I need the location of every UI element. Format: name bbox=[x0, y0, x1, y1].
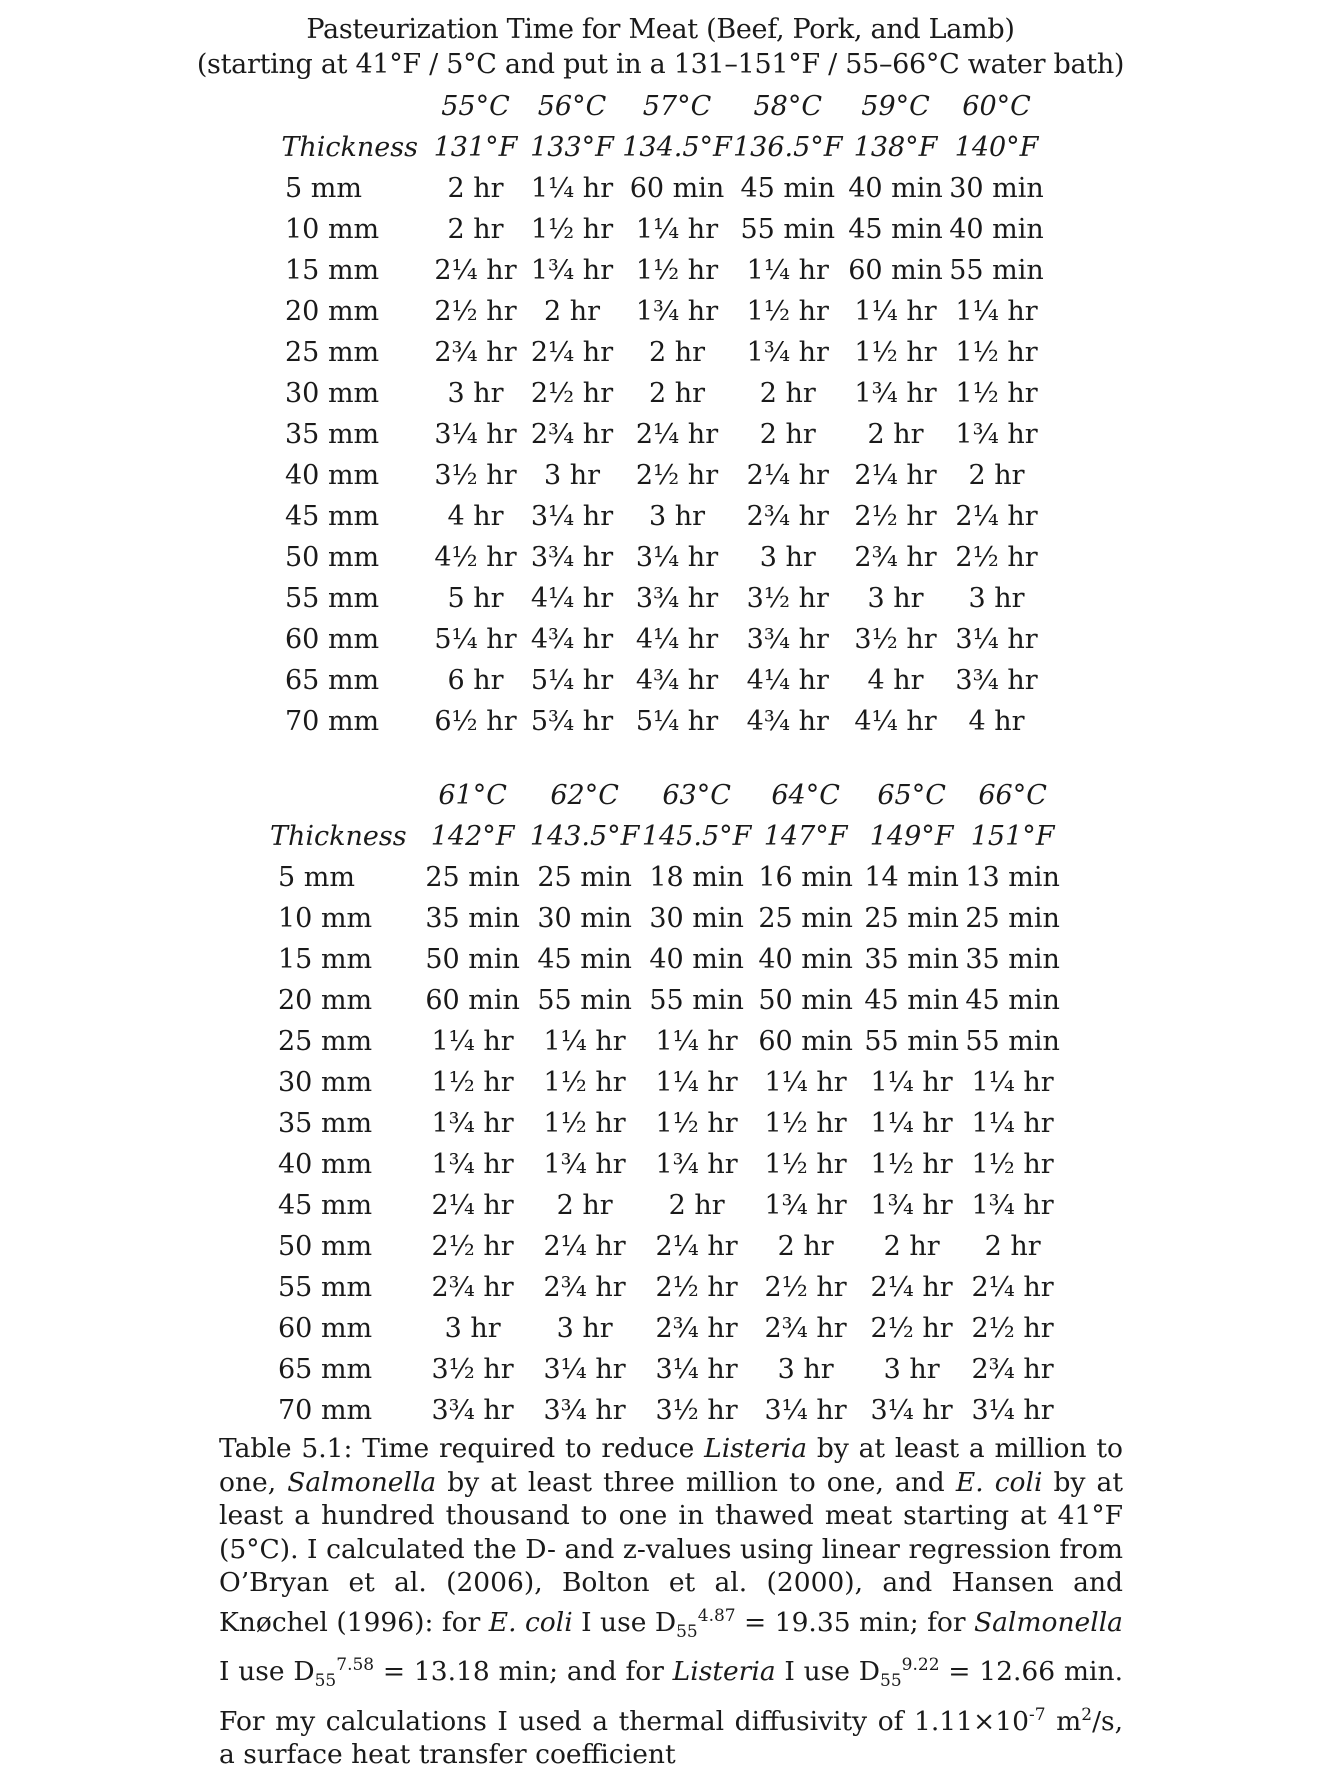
celsius-header: 66°C bbox=[978, 780, 1047, 811]
time-cell: 2¼ hr bbox=[746, 460, 829, 491]
table-row bbox=[277, 209, 1045, 250]
time-cell: 2¾ hr bbox=[764, 1313, 847, 1344]
celsius-header: 65°C bbox=[877, 780, 946, 811]
table-row bbox=[270, 1267, 1061, 1308]
table-row bbox=[270, 980, 1061, 1021]
time-cell: 1½ hr bbox=[530, 214, 614, 245]
table-row bbox=[270, 1349, 1061, 1390]
time-cell: 3 hr bbox=[867, 583, 924, 614]
time-cell: 2¼ hr bbox=[655, 1231, 738, 1262]
time-cell: 6 hr bbox=[447, 665, 504, 696]
header-blank bbox=[270, 775, 417, 816]
time-cell: 2½ hr bbox=[971, 1313, 1054, 1344]
time-cell: 3½ hr bbox=[655, 1395, 738, 1426]
z-value: 4.87 bbox=[697, 1605, 736, 1626]
time-cell: 25 min bbox=[758, 903, 853, 934]
table-row bbox=[270, 1021, 1061, 1062]
table-row bbox=[270, 1144, 1061, 1185]
time-cell: 2½ hr bbox=[434, 296, 517, 327]
thickness-cell: 60 mm bbox=[285, 624, 380, 655]
time-cell: 30 min bbox=[649, 903, 744, 934]
time-cell: 3 hr bbox=[447, 378, 504, 409]
table-row bbox=[277, 496, 1045, 537]
time-cell: 4 hr bbox=[447, 501, 504, 532]
time-cell: 30 min bbox=[537, 903, 632, 934]
time-cell: 5¼ hr bbox=[635, 706, 719, 737]
time-cell: 3¾ hr bbox=[746, 624, 829, 655]
time-cell: 1¼ hr bbox=[746, 255, 829, 286]
time-cell: 1¼ hr bbox=[971, 1108, 1054, 1139]
thickness-cell: 15 mm bbox=[285, 255, 380, 286]
time-cell: 4¾ hr bbox=[746, 706, 829, 737]
celsius-header: 55°C bbox=[441, 91, 510, 122]
time-cell: 1¾ hr bbox=[431, 1149, 514, 1180]
thickness-cell: 50 mm bbox=[285, 542, 380, 573]
thickness-cell: 35 mm bbox=[278, 1108, 373, 1139]
time-cell: 3¼ hr bbox=[764, 1395, 847, 1426]
thickness-cell: 25 mm bbox=[278, 1026, 373, 1057]
d-subscript: 55 bbox=[676, 1621, 698, 1642]
time-cell: 3¼ hr bbox=[655, 1354, 738, 1385]
thickness-cell: 30 mm bbox=[278, 1067, 373, 1098]
table-row bbox=[277, 660, 1045, 701]
page-title bbox=[0, 12, 1321, 82]
table-row bbox=[277, 168, 1045, 209]
caption-text: m bbox=[1045, 1705, 1082, 1737]
time-cell: 1¾ hr bbox=[635, 296, 719, 327]
thickness-cell: 10 mm bbox=[285, 214, 380, 245]
table-row bbox=[277, 578, 1045, 619]
celsius-header: 56°C bbox=[537, 91, 607, 122]
table-row bbox=[277, 537, 1045, 578]
table-row bbox=[277, 619, 1045, 660]
time-cell: 1½ hr bbox=[655, 1108, 738, 1139]
caption-text: = 13.18 min; and for bbox=[374, 1655, 673, 1687]
caption-text: by at least three million to one, and bbox=[436, 1466, 956, 1498]
time-cell: 60 min bbox=[758, 1026, 853, 1057]
time-cell: 4¼ hr bbox=[635, 624, 719, 655]
time-cell: 18 min bbox=[649, 862, 744, 893]
time-cell: 3¼ hr bbox=[635, 542, 719, 573]
table-row bbox=[270, 1226, 1061, 1267]
time-cell: 2 hr bbox=[447, 173, 504, 204]
time-cell: 1¼ hr bbox=[543, 1026, 626, 1057]
thickness-cell: 35 mm bbox=[285, 419, 380, 450]
celsius-header: 64°C bbox=[771, 780, 840, 811]
fahrenheit-header: 147°F bbox=[763, 821, 848, 852]
title-line-1: Pasteurization Time for Meat (Beef, Pork, and Lamb) bbox=[306, 14, 1015, 45]
time-cell: 1½ hr bbox=[746, 296, 829, 327]
thickness-cell: 15 mm bbox=[278, 944, 373, 975]
time-cell: 40 min bbox=[848, 173, 943, 204]
caption-organism: Salmonella bbox=[973, 1606, 1123, 1638]
time-cell: 45 min bbox=[848, 214, 943, 245]
time-cell: 2½ hr bbox=[431, 1231, 514, 1262]
z-value: 9.22 bbox=[901, 1655, 940, 1676]
table-caption bbox=[219, 1432, 1123, 1772]
title-line-2: (starting at 41°F / 5°C and put in a 131–151°F / 55–66°C water bath) bbox=[196, 49, 1125, 80]
time-cell: 3 hr bbox=[968, 583, 1025, 614]
thickness-cell: 40 mm bbox=[285, 460, 380, 491]
celsius-header: 58°C bbox=[753, 91, 823, 122]
time-cell: 14 min bbox=[864, 862, 959, 893]
time-cell: 5 hr bbox=[447, 583, 504, 614]
time-cell: 13 min bbox=[965, 862, 1060, 893]
thickness-cell: 40 mm bbox=[278, 1149, 373, 1180]
time-cell: 1½ hr bbox=[870, 1149, 953, 1180]
time-cell: 35 min bbox=[864, 944, 959, 975]
celsius-header: 59°C bbox=[861, 91, 930, 122]
time-cell: 2¾ hr bbox=[530, 419, 614, 450]
time-cell: 2½ hr bbox=[854, 501, 937, 532]
time-cell: 1¾ hr bbox=[870, 1190, 953, 1221]
time-cell: 60 min bbox=[848, 255, 943, 286]
time-cell: 1¼ hr bbox=[530, 173, 614, 204]
time-cell: 2½ hr bbox=[635, 460, 719, 491]
time-cell: 2¾ hr bbox=[655, 1313, 738, 1344]
time-cell: 1½ hr bbox=[764, 1149, 847, 1180]
thickness-cell: 65 mm bbox=[278, 1354, 373, 1385]
time-cell: 1½ hr bbox=[635, 255, 719, 286]
celsius-header: 61°C bbox=[438, 780, 507, 811]
time-cell: 40 min bbox=[949, 214, 1044, 245]
time-cell: 40 min bbox=[649, 944, 744, 975]
time-cell: 3 hr bbox=[444, 1313, 501, 1344]
fahrenheit-header: 142°F bbox=[430, 821, 515, 852]
time-cell: 1¾ hr bbox=[764, 1190, 847, 1221]
time-cell: 1¾ hr bbox=[955, 419, 1038, 450]
thickness-cell: 50 mm bbox=[278, 1231, 373, 1262]
caption-text: I use D bbox=[572, 1606, 677, 1638]
time-cell: 3½ hr bbox=[854, 624, 937, 655]
time-cell: 5¼ hr bbox=[434, 624, 517, 655]
time-cell: 16 min bbox=[758, 862, 853, 893]
time-cell: 25 min bbox=[864, 903, 959, 934]
time-cell: 1¾ hr bbox=[543, 1149, 626, 1180]
time-cell: 3¾ hr bbox=[543, 1395, 626, 1426]
time-cell: 55 min bbox=[649, 985, 744, 1016]
caption-text: /s, a surface heat transfer coefficient bbox=[219, 1705, 1124, 1771]
time-cell: 3 hr bbox=[883, 1354, 940, 1385]
time-cell: 1¼ hr bbox=[870, 1108, 953, 1139]
time-cell: 1¾ hr bbox=[431, 1108, 514, 1139]
time-cell: 1¼ hr bbox=[955, 296, 1038, 327]
celsius-header-row bbox=[277, 86, 1045, 127]
d-subscript: 55 bbox=[880, 1671, 902, 1692]
time-cell: 2 hr bbox=[648, 378, 706, 409]
table-row bbox=[277, 373, 1045, 414]
fahrenheit-header: 149°F bbox=[869, 821, 954, 852]
time-cell: 1¼ hr bbox=[655, 1026, 738, 1057]
caption-text: by at least a million to one, bbox=[219, 1433, 1123, 1498]
time-cell: 1¼ hr bbox=[635, 214, 719, 245]
time-cell: 55 min bbox=[740, 214, 836, 245]
time-cell: 2¼ hr bbox=[971, 1272, 1054, 1303]
time-cell: 55 min bbox=[949, 255, 1044, 286]
time-cell: 60 min bbox=[425, 985, 520, 1016]
table-row bbox=[277, 414, 1045, 455]
time-cell: 1½ hr bbox=[543, 1108, 626, 1139]
time-cell: 3 hr bbox=[543, 460, 601, 491]
pasteurization-table-61-66 bbox=[270, 775, 1061, 1431]
time-cell: 4 hr bbox=[867, 665, 924, 696]
table-row bbox=[270, 898, 1061, 939]
time-cell: 45 min bbox=[537, 944, 632, 975]
time-cell: 1¼ hr bbox=[655, 1067, 738, 1098]
time-cell: 4¼ hr bbox=[530, 583, 614, 614]
fahrenheit-header-row bbox=[270, 816, 1061, 857]
time-cell: 4½ hr bbox=[434, 542, 517, 573]
celsius-header: 60°C bbox=[962, 91, 1031, 122]
table-row bbox=[270, 1308, 1061, 1349]
thickness-header: Thickness bbox=[270, 821, 407, 852]
time-cell: 1¼ hr bbox=[971, 1067, 1054, 1098]
fahrenheit-header: 131°F bbox=[433, 132, 518, 163]
thickness-cell: 45 mm bbox=[285, 501, 380, 532]
thickness-cell: 25 mm bbox=[285, 337, 380, 368]
time-cell: 25 min bbox=[425, 862, 520, 893]
time-cell: 50 min bbox=[425, 944, 520, 975]
time-cell: 1½ hr bbox=[764, 1108, 847, 1139]
fahrenheit-header-row bbox=[277, 127, 1045, 168]
time-cell: 1¼ hr bbox=[870, 1067, 953, 1098]
time-cell: 2¼ hr bbox=[431, 1190, 514, 1221]
time-cell: 3 hr bbox=[759, 542, 816, 573]
caption-text: I use D bbox=[219, 1655, 315, 1687]
time-cell: 3¼ hr bbox=[870, 1395, 953, 1426]
time-cell: 40 min bbox=[758, 944, 853, 975]
time-cell: 4 hr bbox=[968, 706, 1025, 737]
time-cell: 2 hr bbox=[447, 214, 504, 245]
fahrenheit-header: 145.5°F bbox=[641, 821, 752, 852]
time-cell: 4¾ hr bbox=[635, 665, 719, 696]
time-cell: 45 min bbox=[864, 985, 959, 1016]
time-cell: 3¾ hr bbox=[431, 1395, 514, 1426]
thickness-cell: 5 mm bbox=[278, 862, 355, 893]
caption-organism: E. coli bbox=[955, 1466, 1043, 1498]
time-cell: 6½ hr bbox=[434, 706, 517, 737]
thickness-cell: 45 mm bbox=[278, 1190, 373, 1221]
time-cell: 3½ hr bbox=[434, 460, 517, 491]
caption-text: by at least a hundred thousand to one in thawed meat starting at 41°F (5°C). I calculated the D- and z-values using linear regression from O’Bryan et al. (2006), Bolton et al. (2000), and Hansen and Knøchel (1996): for bbox=[219, 1466, 1123, 1638]
thickness-cell: 10 mm bbox=[278, 903, 373, 934]
time-cell: 2½ hr bbox=[530, 378, 614, 409]
time-cell: 3¼ hr bbox=[543, 1354, 626, 1385]
celsius-header: 62°C bbox=[550, 780, 619, 811]
time-cell: 1½ hr bbox=[971, 1149, 1054, 1180]
table-row bbox=[270, 1390, 1061, 1431]
time-cell: 1¾ hr bbox=[746, 337, 829, 368]
time-cell: 1½ hr bbox=[955, 378, 1038, 409]
time-cell: 55 min bbox=[537, 985, 632, 1016]
time-cell: 35 min bbox=[965, 944, 1060, 975]
time-cell: 2 hr bbox=[883, 1231, 940, 1262]
time-cell: 2¾ hr bbox=[431, 1272, 514, 1303]
time-cell: 45 min bbox=[740, 173, 836, 204]
time-cell: 3 hr bbox=[777, 1354, 834, 1385]
time-cell: 1½ hr bbox=[854, 337, 937, 368]
time-cell: 1¼ hr bbox=[431, 1026, 514, 1057]
time-cell: 4¼ hr bbox=[746, 665, 829, 696]
fahrenheit-header: 143.5°F bbox=[529, 821, 640, 852]
time-cell: 3¼ hr bbox=[530, 501, 614, 532]
time-cell: 2¼ hr bbox=[434, 255, 517, 286]
time-cell: 2 hr bbox=[556, 1190, 613, 1221]
caption-organism: Listeria bbox=[704, 1433, 808, 1464]
table-row bbox=[277, 332, 1045, 373]
time-cell: 2 hr bbox=[668, 1190, 725, 1221]
z-value: 7.58 bbox=[336, 1655, 375, 1676]
time-cell: 35 min bbox=[425, 903, 520, 934]
time-cell: 2½ hr bbox=[870, 1313, 953, 1344]
time-cell: 2 hr bbox=[984, 1231, 1041, 1262]
time-cell: 2¾ hr bbox=[434, 337, 517, 368]
fahrenheit-header: 134.5°F bbox=[622, 132, 732, 163]
fahrenheit-header: 151°F bbox=[970, 821, 1055, 852]
time-cell: 2 hr bbox=[543, 296, 601, 327]
caption-text: = 19.35 min; for bbox=[735, 1606, 974, 1638]
time-cell: 3½ hr bbox=[746, 583, 829, 614]
time-cell: 1¾ hr bbox=[655, 1149, 738, 1180]
time-cell: 2 hr bbox=[648, 337, 706, 368]
table-row bbox=[277, 701, 1045, 742]
time-cell: 1¼ hr bbox=[854, 296, 937, 327]
caption-organism: Listeria bbox=[672, 1655, 776, 1687]
thickness-cell: 70 mm bbox=[285, 706, 380, 737]
celsius-header: 57°C bbox=[642, 91, 712, 122]
time-cell: 55 min bbox=[864, 1026, 959, 1057]
time-cell: 2¼ hr bbox=[543, 1231, 626, 1262]
time-cell: 2 hr bbox=[759, 378, 816, 409]
d-subscript: 55 bbox=[314, 1671, 337, 1692]
time-cell: 4¼ hr bbox=[854, 706, 937, 737]
pasteurization-table-55-60 bbox=[277, 86, 1045, 742]
fahrenheit-header: 133°F bbox=[530, 132, 614, 163]
time-cell: 45 min bbox=[965, 985, 1060, 1016]
time-cell: 2¾ hr bbox=[543, 1272, 626, 1303]
caption-text: = 12.66 min. For my calculations I used a thermal diffusivity of 1.11×10 bbox=[219, 1655, 1123, 1737]
time-cell: 1¼ hr bbox=[764, 1067, 847, 1098]
table-row bbox=[270, 1062, 1061, 1103]
exponent: 2 bbox=[1081, 1704, 1093, 1725]
time-cell: 2¾ hr bbox=[854, 542, 937, 573]
time-cell: 2¼ hr bbox=[955, 501, 1038, 532]
time-cell: 3¾ hr bbox=[955, 665, 1038, 696]
time-cell: 2¾ hr bbox=[971, 1354, 1054, 1385]
time-cell: 2½ hr bbox=[655, 1272, 738, 1303]
time-cell: 1¾ hr bbox=[971, 1190, 1054, 1221]
time-cell: 5¼ hr bbox=[530, 665, 614, 696]
time-cell: 3 hr bbox=[556, 1313, 613, 1344]
time-cell: 2 hr bbox=[759, 419, 816, 450]
time-cell: 60 min bbox=[629, 173, 725, 204]
fahrenheit-header: 136.5°F bbox=[733, 132, 843, 163]
thickness-cell: 60 mm bbox=[278, 1313, 373, 1344]
table-row bbox=[270, 857, 1061, 898]
time-cell: 1¾ hr bbox=[530, 255, 614, 286]
time-cell: 2¾ hr bbox=[746, 501, 829, 532]
time-cell: 3½ hr bbox=[431, 1354, 514, 1385]
fahrenheit-header: 138°F bbox=[853, 132, 938, 163]
table-row bbox=[277, 250, 1045, 291]
time-cell: 4¾ hr bbox=[530, 624, 614, 655]
time-cell: 1½ hr bbox=[543, 1067, 626, 1098]
time-cell: 2½ hr bbox=[955, 542, 1038, 573]
table-row bbox=[270, 939, 1061, 980]
celsius-header-row bbox=[270, 775, 1061, 816]
time-cell: 3 hr bbox=[648, 501, 706, 532]
time-cell: 5¾ hr bbox=[530, 706, 614, 737]
thickness-header: Thickness bbox=[281, 132, 418, 163]
caption-text: I use D bbox=[775, 1655, 881, 1687]
celsius-header: 63°C bbox=[662, 780, 731, 811]
time-cell: 25 min bbox=[537, 862, 632, 893]
thickness-cell: 65 mm bbox=[285, 665, 380, 696]
caption-text: Table 5.1: Time required to reduce bbox=[219, 1433, 705, 1464]
thickness-cell: 20 mm bbox=[278, 985, 373, 1016]
caption-organism: E. coli bbox=[488, 1606, 573, 1638]
header-blank bbox=[277, 86, 428, 127]
time-cell: 2¼ hr bbox=[870, 1272, 953, 1303]
thickness-cell: 55 mm bbox=[278, 1272, 373, 1303]
time-cell: 2 hr bbox=[777, 1231, 834, 1262]
time-cell: 3¾ hr bbox=[635, 583, 719, 614]
fahrenheit-header: 140°F bbox=[954, 132, 1039, 163]
time-cell: 55 min bbox=[965, 1026, 1060, 1057]
caption-organism: Salmonella bbox=[287, 1466, 437, 1498]
thickness-cell: 70 mm bbox=[278, 1395, 373, 1426]
exponent: -7 bbox=[1028, 1704, 1046, 1725]
time-cell: 2¼ hr bbox=[530, 337, 614, 368]
table-row bbox=[277, 455, 1045, 496]
time-cell: 2¼ hr bbox=[635, 419, 719, 450]
table-row bbox=[277, 291, 1045, 332]
thickness-cell: 20 mm bbox=[285, 296, 380, 327]
time-cell: 1½ hr bbox=[955, 337, 1038, 368]
time-cell: 2 hr bbox=[968, 460, 1025, 491]
time-cell: 50 min bbox=[758, 985, 853, 1016]
time-cell: 3¾ hr bbox=[530, 542, 614, 573]
table-row bbox=[270, 1103, 1061, 1144]
time-cell: 3¼ hr bbox=[955, 624, 1038, 655]
time-cell: 2 hr bbox=[867, 419, 924, 450]
time-cell: 3¼ hr bbox=[434, 419, 517, 450]
time-cell: 25 min bbox=[965, 903, 1060, 934]
time-cell: 30 min bbox=[949, 173, 1044, 204]
time-cell: 1¾ hr bbox=[854, 378, 937, 409]
time-cell: 3¼ hr bbox=[971, 1395, 1054, 1426]
time-cell: 1½ hr bbox=[431, 1067, 514, 1098]
time-cell: 2½ hr bbox=[764, 1272, 847, 1303]
thickness-cell: 5 mm bbox=[285, 173, 362, 204]
thickness-cell: 55 mm bbox=[285, 583, 380, 614]
table-row bbox=[270, 1185, 1061, 1226]
time-cell: 2¼ hr bbox=[854, 460, 937, 491]
thickness-cell: 30 mm bbox=[285, 378, 380, 409]
